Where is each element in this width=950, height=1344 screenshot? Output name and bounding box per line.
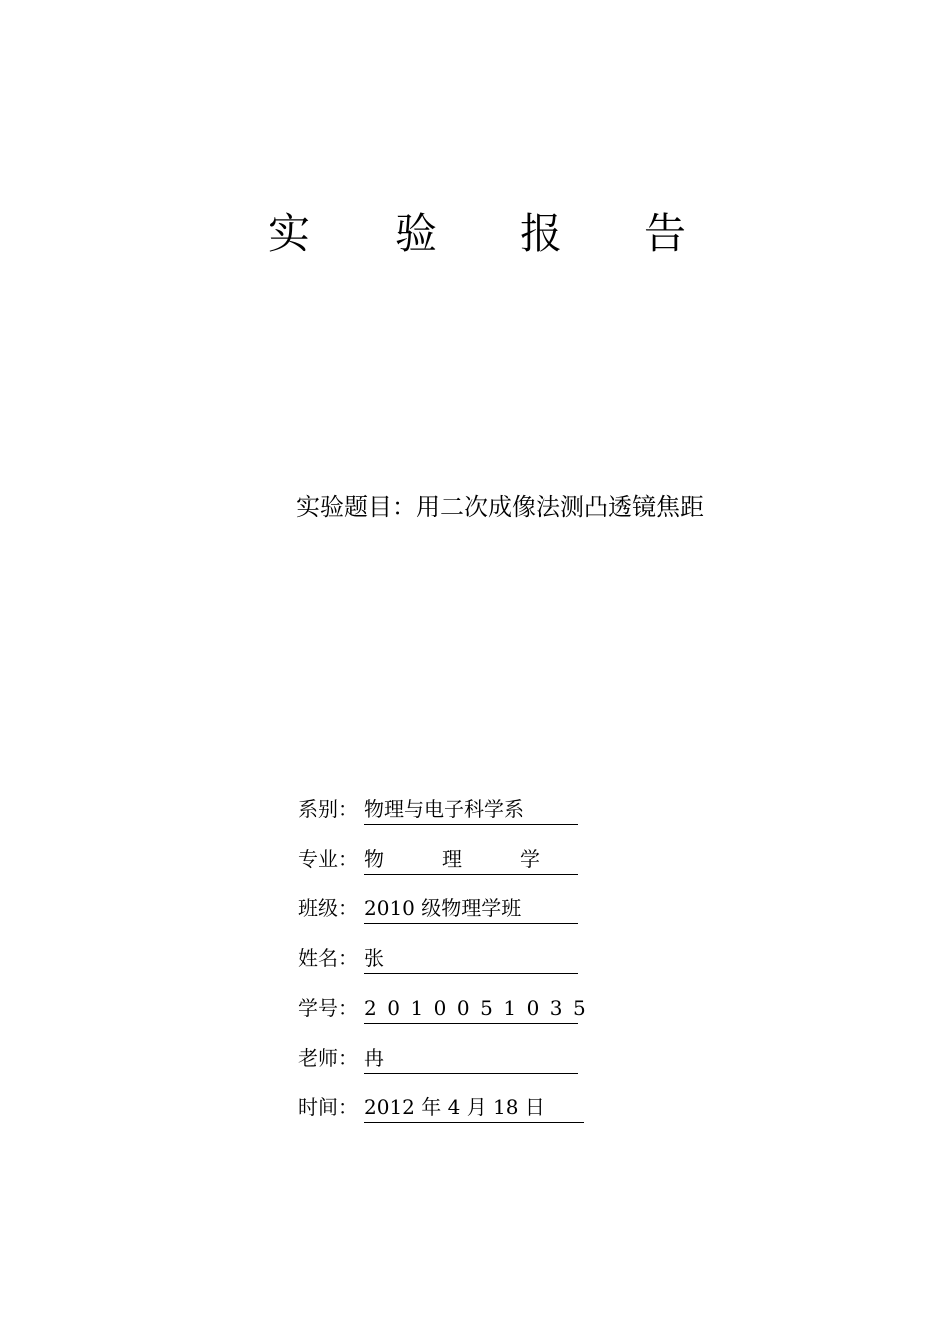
department-label: 系别： xyxy=(298,797,358,821)
major-value: 物理学 xyxy=(364,844,578,875)
class-label: 班级： xyxy=(298,896,358,920)
date-label: 时间： xyxy=(298,1095,358,1119)
major-label: 专业： xyxy=(298,847,358,871)
name-label: 姓名： xyxy=(298,946,358,970)
title-char-1: 实 xyxy=(268,209,311,258)
class-value: 2010 级物理学班 xyxy=(364,893,578,924)
subject-value: 用二次成像法测凸透镜焦距 xyxy=(416,493,704,521)
teacher-value: 冉 xyxy=(364,1043,578,1074)
date-value: 2012 年 4 月 18 日 xyxy=(364,1092,584,1123)
title-char-2: 验 xyxy=(395,209,438,258)
subject-label: 实验题目： xyxy=(296,493,416,521)
student-id-label: 学号： xyxy=(298,996,358,1020)
experiment-subject xyxy=(296,490,704,524)
teacher-label: 老师： xyxy=(298,1046,358,1070)
title-char-3: 报 xyxy=(520,209,563,258)
department-value: 物理与电子科学系 xyxy=(364,794,578,825)
student-id-value: 2010051035 xyxy=(364,993,578,1024)
title-char-4: 告 xyxy=(644,209,687,258)
name-value: 张 xyxy=(364,943,578,974)
